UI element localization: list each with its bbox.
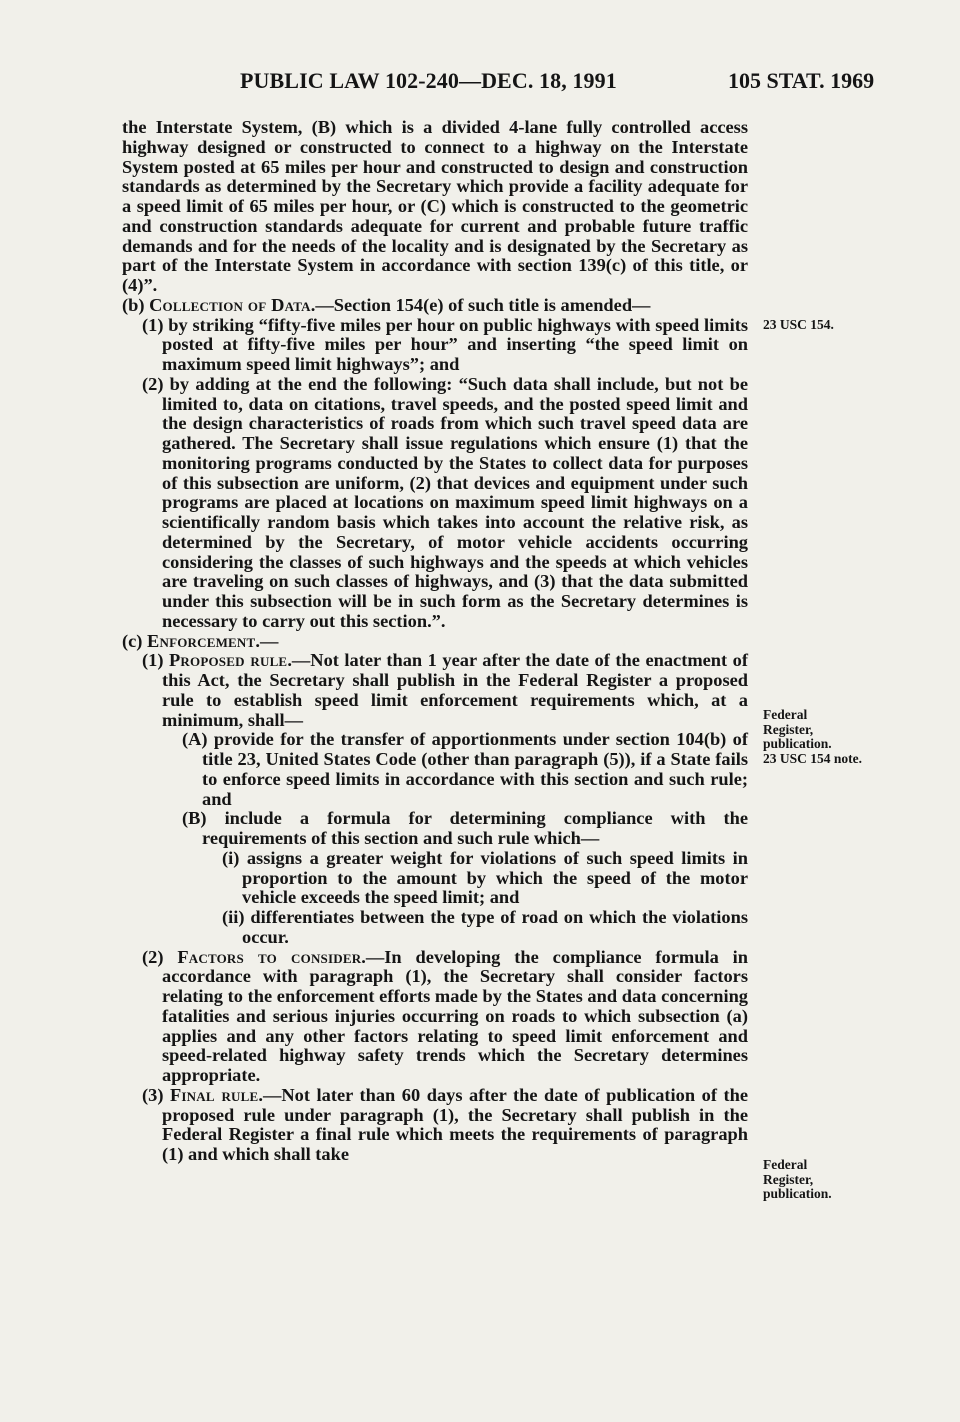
margin-note-federal-register-2 — [763, 1158, 832, 1202]
margin-note-line: Federal — [763, 1157, 808, 1172]
para-2-text: .—In developing the compliance formula in accordance with paragraph (1), the Secretary shall consider factors relating to the enforcement efforts made by the States and data concerning fatalities and serious injuries occurring on roads to which subsection (a) applies and any other factors relating to speed limit enforcement and speed-related highway safety trends which the Secretary determines appropriate. — [162, 946, 748, 1085]
subsection-c-text: .— — [255, 630, 279, 651]
subparagraph-A: (A) provide for the transfer of apportionments under section 104(b) of title 23, United States Code (other than paragraph (5)), if a State fails to enforce speed limits in accordance with this section and such rule; and — [182, 729, 748, 809]
margin-note-line: Register, — [763, 1171, 814, 1187]
margin-note-line: publication. — [763, 1186, 832, 1201]
running-head-title: PUBLIC LAW 102-240—DEC. 18, 1991 — [240, 68, 617, 93]
subsection-b-para-2: (2) by adding at the end the following: “Such data shall include, but not be limited to, data on citations, travel speeds, and the posted speed limit and the design characteristics of roads from which such travel speed data are gathered. The Secretary shall issue regulations which ensure (1) that the monitoring programs conducted by the States to collect data for purposes of this subsection are uniform, (2) that devices and equipment under such programs are placed at locations on maximum speed limit highways on a scientifically random basis which takes into account the relative risk, as determined by the Secretary, of motor vehicle accidents occurring considering the classes of such highways and the speeds at which vehicles are traveling on such classes of highways, and (3) that the data submitted under this subsection will be in such form as the Secretary determines is necessary to carry out this section.”. — [142, 373, 748, 631]
subsection-b-text: .—Section 154(e) of such title is amended— — [310, 294, 651, 315]
para-3-label: (3) — [142, 1084, 170, 1105]
subsection-c-para-2 — [142, 946, 748, 1086]
margin-note-line: 23 USC 154 note. — [763, 750, 863, 766]
clause-ii: (ii) differentiates between the type of road on which the violations occur. — [222, 907, 748, 947]
para-3-text: .—Not later than 60 days after the date of publication of the proposed rule under paragraph (1), the Secretary shall publish in the Federal Register a final rule which meets the requirements of paragraph (1) and which shall take — [162, 1084, 748, 1164]
subsection-b-heading: Collection of Data — [149, 294, 311, 315]
subsection-b-label: (b) — [122, 294, 150, 315]
subsection-c — [122, 632, 748, 652]
subsection-c-label: (c) — [122, 630, 148, 651]
margin-note-line: Register, — [763, 721, 814, 737]
continued-paragraph: the Interstate System, (B) which is a divided 4-lane fully controlled access highway designed or constructed to connect to a highway on the Interstate System posted at 65 miles per hour and constructed to design and construction standards as determined by the Secretary which provide a facility adequate for a speed limit of 65 miles per hour, or (C) which is constructed to the geometric and construction standards adequate for current and probable future traffic demands and for the needs of the locality and is designated by the Secretary as part of the Interstate System in accordance with section 139(c) of this title, or (4)”. — [122, 117, 748, 295]
statute-body — [122, 118, 748, 1165]
page-stat-reference: 105 STAT. 1969 — [728, 68, 875, 93]
subsection-b-para-1: (1) by striking “fifty-five miles per hour on public highways with speed limits posted at fifty-five miles per hour” and inserting “the speed limit on maximum speed limit highways”; and — [142, 314, 748, 374]
clause-i: (i) assigns a greater weight for violations of such speed limits in proportion to the amount by which the speed of the motor vehicle exceeds the speed limit; and — [222, 847, 748, 908]
para-2-heading: Factors to consider — [177, 946, 362, 967]
para-1-heading: Proposed rule — [168, 650, 288, 671]
margin-note-federal-register-1 — [763, 708, 862, 766]
subsection-b — [122, 296, 748, 316]
para-2-label: (2) — [142, 946, 178, 967]
margin-note-23usc154: 23 USC 154. — [763, 317, 834, 332]
para-3-heading: Final rule — [169, 1084, 259, 1105]
para-1-label: (1) — [142, 650, 169, 671]
subparagraph-B: (B) include a formula for determining compliance with the requirements of this section and such rule which— — [182, 808, 748, 848]
para-1-text: .—Not later than 1 year after the date of the enactment of this Act, the Secretary shall publish in the Federal Register a proposed rule to establish speed limit enforcement requirements which, at a minimum, shall— — [162, 650, 748, 730]
margin-note-line: publication. — [763, 736, 832, 751]
subsection-c-para-3 — [142, 1084, 748, 1165]
margin-note-line: Federal — [763, 707, 808, 722]
subsection-c-para-1 — [142, 650, 748, 730]
subsection-c-heading: Enforcement — [147, 630, 256, 651]
